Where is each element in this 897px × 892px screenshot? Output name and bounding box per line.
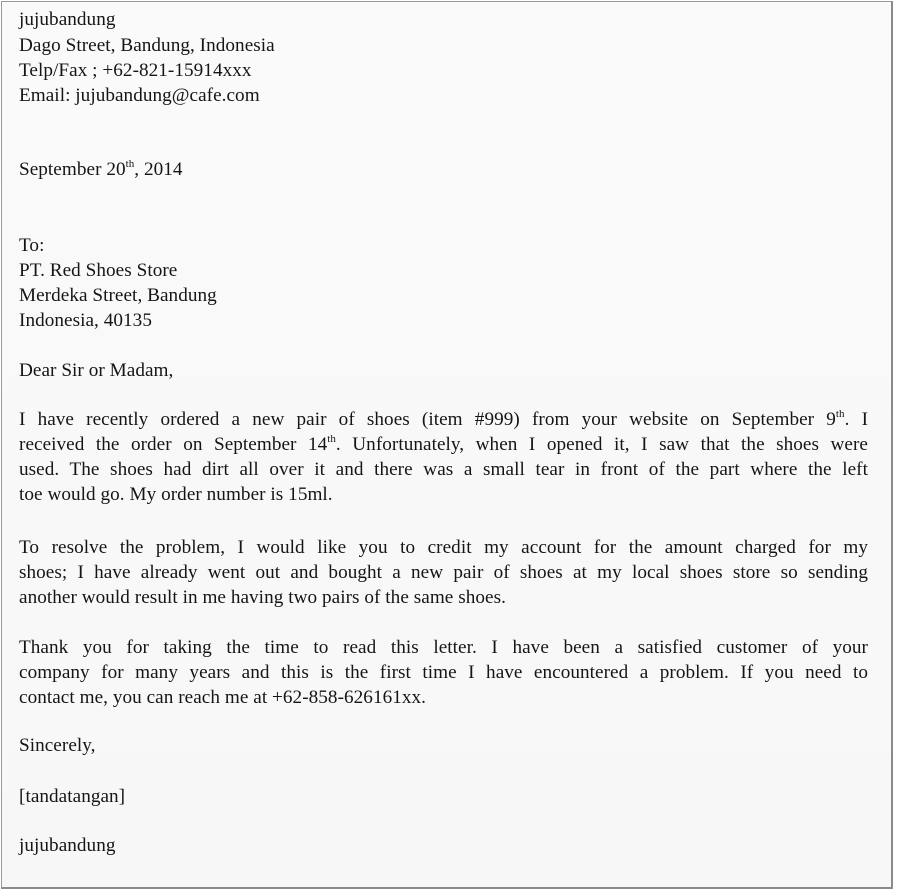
p1-line1-sup: th [835,408,845,420]
p1-line2-tail: . Unfortunately, when I opened it, I saw that the shoes were [335,434,868,455]
date-suffix: th [125,158,135,170]
sender-phone: Telp/Fax ; +62-821-15914xxx [19,60,252,81]
paragraph-3-line-2: company for many years and this is the first time I have encountered a problem. If you need to [19,662,868,683]
paragraph-3-line-1: Thank you for taking the time to read this letter. I have been a satisfied customer of your [19,637,868,658]
recipient-company: PT. Red Shoes Store [19,260,178,281]
recipient-to-label: To: [19,235,45,256]
paragraph-1 [19,407,868,507]
paragraph-2 [19,535,868,610]
paragraph-2-line-2: shoes; I have already went out and bought a new pair of shoes at my local shoes store so sending [19,562,868,583]
signer-name: jujubandung [19,835,116,856]
sender-address: Dago Street, Bandung, Indonesia [19,35,275,56]
recipient-street: Merdeka Street, Bandung [19,285,217,306]
paragraph-3-line-3: contact me, you can reach me at +62-858-626161xx. [19,687,427,708]
p1-line1-tail: . I [844,409,869,430]
letter-page [1,1,893,889]
recipient-country-zip: Indonesia, 40135 [19,310,152,331]
sender-email: Email: jujubandung@cafe.com [19,85,260,106]
paragraph-3 [19,635,868,710]
signature-placeholder: [tandatangan] [19,786,126,807]
salutation: Dear Sir or Madam, [19,360,174,381]
p1-line2-text: received the order on September 14 [19,434,328,455]
sender-name: jujubandung [19,9,116,30]
date-year: , 2014 [134,159,183,180]
closing: Sincerely, [19,735,96,756]
paragraph-1-line-3: used. The shoes had dirt all over it and there was a small tear in front of the part where the left [19,459,868,480]
letter-date [19,159,183,181]
paragraph-1-line-2 [19,432,868,457]
paragraph-2-line-1: To resolve the problem, I would like you to credit my account for the amount charged for my [19,537,868,558]
paragraph-2-line-3: another would result in me having two pairs of the same shoes. [19,587,506,608]
paragraph-1-line-1 [19,407,868,432]
p1-line1-text: I have recently ordered a new pair of shoes (item #999) from your website on September 9 [19,409,836,430]
date-month-day: September 20 [19,159,126,180]
paragraph-1-line-4: toe would go. My order number is 15ml. [19,484,333,505]
p1-line2-sup: th [327,433,336,445]
